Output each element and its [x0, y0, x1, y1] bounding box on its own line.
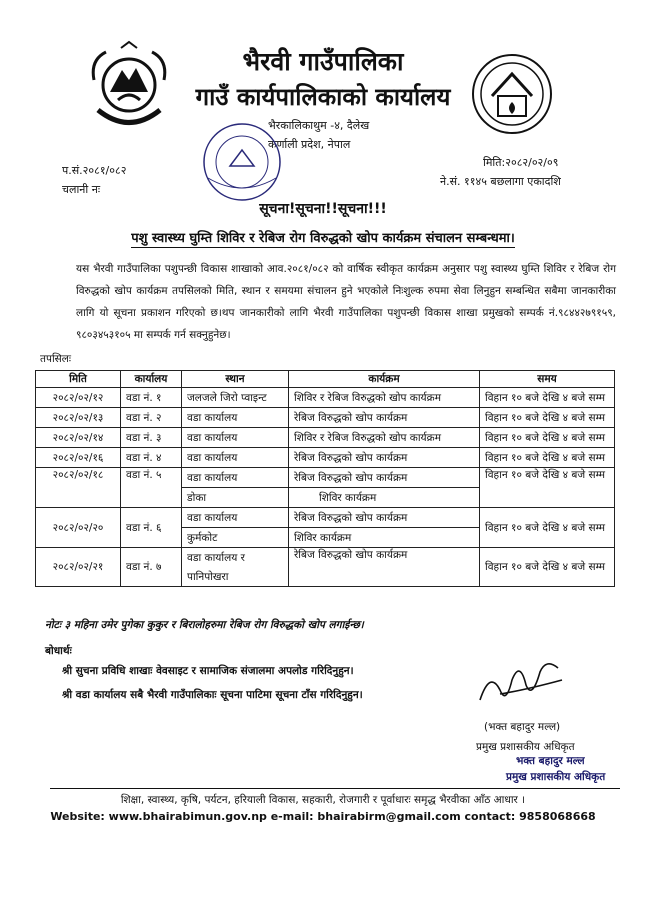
footer-slogan: शिक्षा, स्वास्थ्य, कृषि, पर्यटन, हरियाली विकास, सहकारी, रोजगारी र पूर्वाधारः समृद्ध भैरवीका आँठ आधार ।: [120, 794, 526, 806]
cell-time: विहान १० बजे देखि ४ बजे सम्म: [480, 408, 615, 428]
tapsil-label: तपसिलः: [40, 353, 72, 365]
cell-office: वडा नं. २: [121, 408, 182, 428]
cell-place: वडा कार्यालय: [182, 448, 289, 468]
footer-divider: [50, 788, 620, 789]
footer-contact: Website: www.bhairabimun.gov.np e-mail: bhairabirm@gmail.com contact: 9858068668: [50, 810, 596, 823]
header-title-line1: भैरवी गाउँपालिका: [242, 47, 404, 76]
cell-place: वडा कार्यालय र: [182, 548, 289, 568]
cell-time: विहान १० बजे देखि ४ बजे सम्म: [480, 508, 615, 548]
cell-place: वडा कार्यालय: [182, 508, 289, 528]
cell-place: वडा कार्यालय: [182, 408, 289, 428]
subject-line: [0, 228, 646, 246]
schedule-table: [35, 370, 615, 587]
cell-time: विहान १० बजे देखि ४ बजे सम्म: [480, 388, 615, 408]
cell-office: वडा नं. ६: [121, 508, 182, 548]
cell-program: रेबिज विरुद्धको खोप कार्यक्रम: [289, 508, 480, 528]
cell-time: विहान १० बजे देखि ४ बजे सम्म: [480, 448, 615, 468]
table-row: [36, 428, 615, 448]
header-date: मिति: [36, 371, 121, 388]
cell-place: कुर्मकोट: [182, 528, 289, 548]
cell-date: २०८२/०२/२०: [36, 508, 121, 548]
note-text: नोटः ३ महिना उमेर पुगेका कुकुर र बिरालोहरुमा रेबिज रोग विरुद्धको खोप लगाईन्छ।: [45, 619, 364, 631]
cell-office: वडा नं. ७: [121, 548, 182, 587]
header-place: स्थान: [182, 371, 289, 388]
table-row: [36, 508, 615, 528]
cell-place: वडा कार्यालय: [182, 468, 289, 488]
cell-place: जलजले जिरो प्वाइन्ट: [182, 388, 289, 408]
table-row: [36, 388, 615, 408]
dispatch-number: चलानी नः: [62, 183, 101, 196]
cell-program: शिविर कार्यक्रम: [289, 488, 480, 508]
address-line2: कर्णाली प्रदेश, नेपाल: [268, 138, 351, 151]
bodharth-label: बोधार्थः: [45, 645, 72, 657]
header-office: कार्यालय: [121, 371, 182, 388]
cell-date: २०८२/०२/१२: [36, 388, 121, 408]
cell-office: वडा नं. ५: [121, 468, 182, 508]
cell-program: रेबिज विरुद्धको खोप कार्यक्रम: [289, 408, 480, 428]
cell-office: वडा नं. ३: [121, 428, 182, 448]
signature-scribble: [470, 650, 570, 710]
table-header-row: [36, 371, 615, 388]
address-line1: भैरकालिकाथुम -४, दैलेख: [268, 119, 370, 132]
cell-place: डोका: [182, 488, 289, 508]
header-time: समय: [480, 371, 615, 388]
header-title-line2: गाउँ कार्यपालिकाको कार्यालय: [195, 83, 451, 111]
cell-date: २०८२/०२/१३: [36, 408, 121, 428]
cell-time: विहान १० बजे देखि ४ बजे सम्म: [480, 428, 615, 448]
letter-date: मिति:२०८२/०२/०९: [483, 156, 559, 169]
cell-time: विहान १० बजे देखि ४ बजे सम्म: [480, 468, 615, 508]
cell-office: वडा नं. ४: [121, 448, 182, 468]
cell-date: २०८२/०२/१८: [36, 468, 121, 508]
cell-program: रेबिज विरुद्धको खोप कार्यक्रम: [289, 448, 480, 468]
cell-time: विहान १० बजे देखि ४ बजे सम्म: [480, 548, 615, 587]
cell-office: वडा नं. १: [121, 388, 182, 408]
ref-number: प.सं.२०८१/०८२: [62, 164, 127, 177]
nepal-sambat-date: ने.सं. ११४५ बछलागा एकादशि: [440, 175, 561, 188]
cell-program: रेबिज विरुद्धको खोप कार्यक्रम: [289, 548, 480, 587]
cell-date: २०८२/०२/२१: [36, 548, 121, 587]
subject-text: पशु स्वास्थ्य घुम्ति शिविर र रेबिज रोग विरुद्धको खोप कार्यक्रम संचालन सम्बन्धमा।: [131, 231, 515, 246]
notice-heading: सूचना!सूचना!!सूचना!!!: [259, 201, 387, 217]
table-row: [36, 408, 615, 428]
cell-program: रेबिज विरुद्धको खोप कार्यक्रम: [289, 468, 480, 488]
table-row: [36, 548, 615, 568]
cell-date: २०८२/०२/१६: [36, 448, 121, 468]
bodharth-item-1: श्री सुचना प्रविधि शाखाः वेवसाइट र सामाजिक संजालमा अपलोड गरिदिनुहुन।: [62, 665, 354, 677]
table-row: [36, 448, 615, 468]
office-round-stamp: [200, 120, 284, 204]
cell-program: शिविर र रेबिज विरुद्धको खोप कार्यक्रम: [289, 428, 480, 448]
body-paragraph: यस भैरवी गाउँपालिका पशुपन्छी विकास शाखाको आव.२०८१/०८२ को वार्षिक स्वीकृत कार्यक्रम अनुसार पशु स्वास्थ्य घुम्ति शिविर र रेबिज रोग विरुद्धको खोप कार्यक्रम तपसिलको मिति, स्थान र समयमा संचालन हुने भएकोले निःशुल्क रुपमा सेवा लिनुहुन सम्बन्धित सबैमा जानकारीका लागि यो सूचना प्रकाशन गरिएको छ।थप जानकारीको लागि भैरवी गाउँपालिका पशुपन्छी विकास शाखा प्रमुखको सम्पर्क नं.९८४४२७९१५९, ९८०३४५३१०५ मा सम्पर्क गर्न सक्नुहुनेछ।: [76, 263, 616, 341]
bodharth-item-2: श्री वडा कार्यालय सबै भैरवी गाउँपालिकाः सूचना पाटिमा सूचना टाँस गरिदिनुहुन।: [62, 689, 363, 701]
table-row: [36, 468, 615, 488]
cell-date: २०८२/०२/१४: [36, 428, 121, 448]
cell-place: वडा कार्यालय: [182, 428, 289, 448]
signatory-name: (भक्त बहादुर मल्ल): [484, 721, 561, 733]
cell-place: पानिपोखरा: [182, 567, 289, 587]
signature-stamp-name: भक्त बहादुर मल्ल: [516, 755, 585, 767]
cell-program: शिविर र रेबिज विरुद्धको खोप कार्यक्रम: [289, 388, 480, 408]
signature-stamp-title: प्रमुख प्रशासकीय अधिकृत: [506, 771, 606, 783]
header-program: कार्यक्रम: [289, 371, 480, 388]
cell-program: शिविर कार्यक्रम: [289, 528, 480, 548]
signatory-title: प्रमुख प्रशासकीय अधिकृत: [476, 741, 575, 753]
